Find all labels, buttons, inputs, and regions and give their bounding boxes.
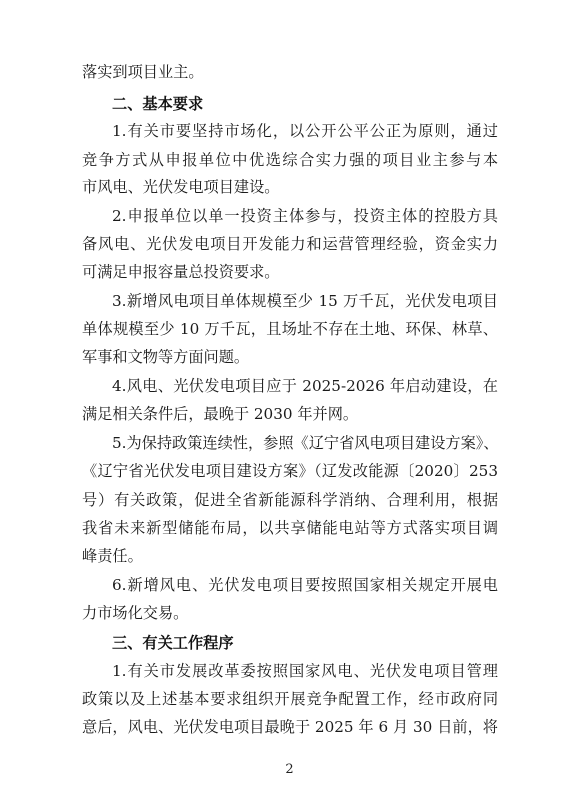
paragraph-line: 竞争方式从申报单位中优选综合实力强的项目业主参与本	[82, 151, 498, 169]
page-number: 2	[285, 762, 294, 777]
paragraph-line: 我省未来新型储能布局，以共享储能电站等方式落实项目调	[82, 519, 498, 537]
paragraph-line: 意后，风电、光伏发电项目最晚于 2025 年 6 月 30 日前，将	[82, 718, 498, 736]
section-heading-basic-requirements: 二、基本要求	[112, 95, 204, 113]
paragraph-line: 可满足申报容量总投资要求。	[82, 263, 280, 281]
paragraph-line: 号）有关政策，促进全省新能源科学消纳、合理利用，根据	[82, 491, 498, 509]
paragraph-line: 《辽宁省光伏发电项目建设方案》（辽发改能源〔2020〕253	[82, 462, 498, 480]
paragraph-line: 1.有关市要坚持市场化，以公开公平公正为原则，通过	[112, 122, 498, 140]
paragraph-line: 政策以及上述基本要求组织开展竞争配置工作，经市政府同	[82, 690, 498, 708]
paragraph-line: 落实到项目业主。	[82, 63, 204, 81]
paragraph-line: 1.有关市发展改革委按照国家风电、光伏发电项目管理	[112, 662, 498, 680]
paragraph-line: 5.为保持政策连续性，参照《辽宁省风电项目建设方案》、	[112, 434, 499, 452]
paragraph-line: 单体规模至少 10 万千瓦，且场址不存在土地、环保、林草、	[82, 320, 498, 338]
paragraph-line: 6.新增风电、光伏发电项目要按照国家相关规定开展电	[112, 576, 498, 594]
paragraph-line: 峰责任。	[82, 547, 143, 565]
paragraph-line: 市风电、光伏发电项目建设。	[82, 178, 280, 196]
paragraph-line: 2.申报单位以单一投资主体参与，投资主体的控股方具	[112, 207, 498, 225]
paragraph-line: 备风电、光伏发电项目开发能力和运营管理经验，资金实力	[82, 235, 498, 253]
paragraph-line: 4.风电、光伏发电项目应于 2025-2026 年启动建设，在	[112, 377, 498, 395]
paragraph-line: 满足相关条件后，最晚于 2030 年并网。	[82, 405, 359, 423]
paragraph-line: 军事和文物等方面问题。	[82, 348, 250, 366]
paragraph-line: 力市场化交易。	[82, 604, 189, 622]
paragraph-line: 3.新增风电项目单体规模至少 15 万千瓦，光伏发电项目	[112, 292, 498, 310]
section-heading-work-procedures: 三、有关工作程序	[112, 634, 234, 652]
